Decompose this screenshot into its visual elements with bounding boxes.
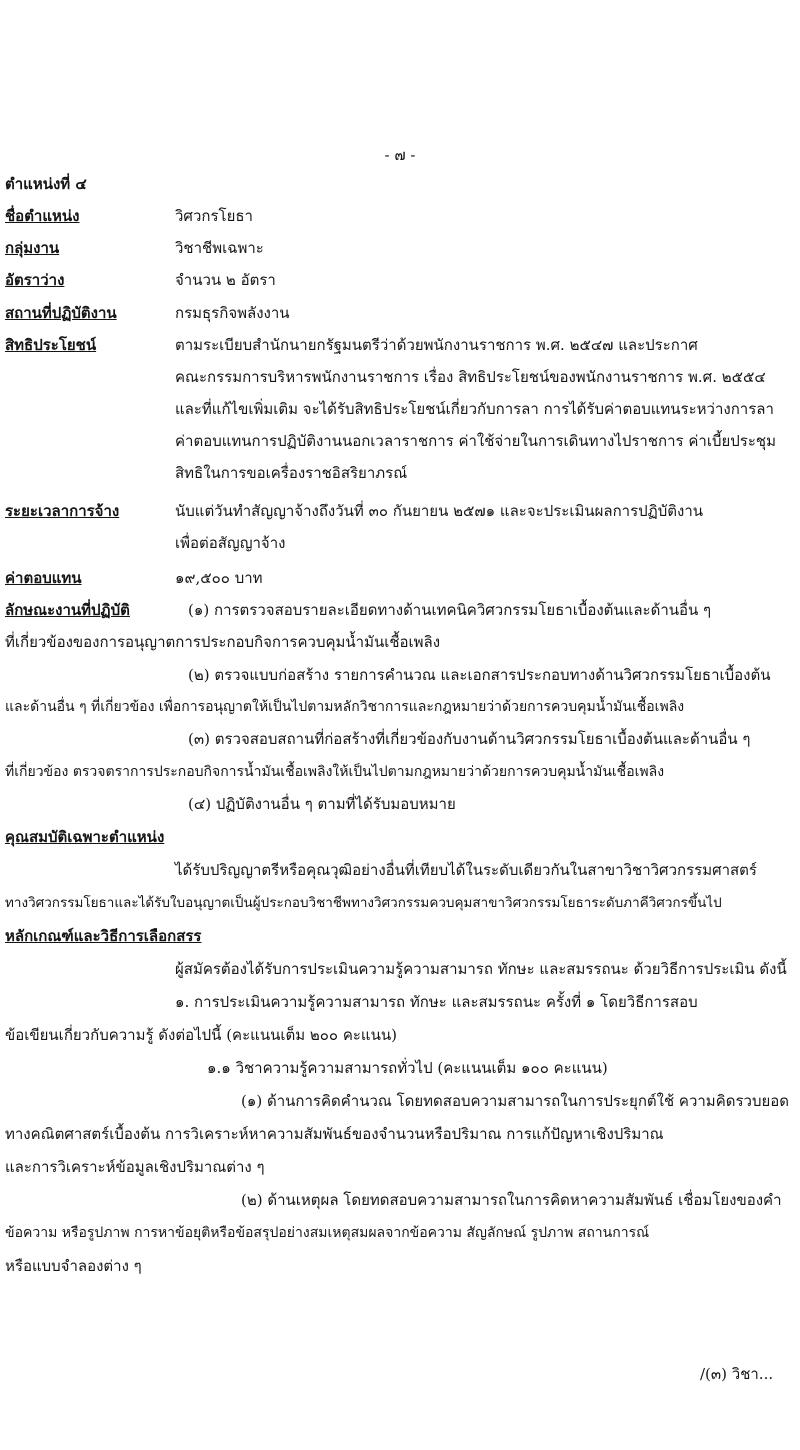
compensation-label: ค่าตอบแทน <box>5 569 82 587</box>
selection-line-3: ข้อเขียนเกี่ยวกับความรู้ ดังต่อไปนี้ (คะแนนเต็ม ๒๐๐ คะแนน) <box>5 1026 397 1044</box>
field-value-vacancies: จำนวน ๒ อัตรา <box>175 271 276 289</box>
qualifications-heading: คุณสมบัติเฉพาะตำแหน่ง <box>5 828 165 846</box>
duties-label: ลักษณะงานที่ปฏิบัติ <box>5 601 130 619</box>
position-heading: ตำแหน่งที่ ๔ <box>5 175 87 193</box>
field-value-workplace: กรมธุรกิจพลังงาน <box>175 304 290 322</box>
selection-line-9: ข้อความ หรือรูปภาพ การหาข้อยุติหรือข้อสรุปอย่างสมเหตุสมผลจากข้อความ สัญลักษณ์ รูปภาพ สถานการณ์ <box>5 1225 650 1241</box>
period-label: ระยะเวลาการจ้าง <box>5 502 120 520</box>
field-label-vacancies: อัตราว่าง <box>5 271 65 289</box>
benefits-line-4: ค่าตอบแทนการปฏิบัติงานนอกเวลาราชการ ค่าใช้จ่ายในการเดินทางไปราชการ ค่าเบี้ยประชุม <box>175 432 776 450</box>
field-value-group: วิชาชีพเฉพาะ <box>175 239 264 257</box>
selection-line-1: ผู้สมัครต้องได้รับการประเมินความรู้ความสามารถ ทักษะ และสมรรถนะ ด้วยวิธีการประเมิน ดังนี้ <box>175 960 787 978</box>
field-label-group: กลุ่มงาน <box>5 239 60 257</box>
field-value-title: วิศวกรโยธา <box>175 207 253 225</box>
benefits-line-5: สิทธิในการขอเครื่องราชอิสริยาภรณ์ <box>175 464 408 482</box>
field-label-title: ชื่อตำแหน่ง <box>5 207 80 225</box>
selection-line-4: ๑.๑ วิชาความรู้ความสามารถทั่วไป (คะแนนเต็ม ๑๐๐ คะแนน) <box>207 1059 608 1077</box>
page-number: - ๗ - <box>384 146 416 164</box>
benefits-line-1: ตามระเบียบสำนักนายกรัฐมนตรีว่าด้วยพนักงานราชการ พ.ศ. ๒๕๔๗ และประกาศ <box>175 336 698 354</box>
selection-line-10: หรือแบบจำลองต่าง ๆ <box>5 1257 142 1275</box>
benefits-line-2: คณะกรรมการบริหารพนักงานราชการ เรื่อง สิทธิประโยชน์ของพนักงานราชการ พ.ศ. ๒๕๕๔ <box>175 368 766 386</box>
duty-2-line-2: และด้านอื่น ๆ ที่เกี่ยวข้อง เพื่อการอนุญาตให้เป็นไปตามหลักวิชาการและกฎหมายว่าด้วยการควบคุมน้ำมันเชื้อเพลิง <box>5 699 685 715</box>
period-line-2: เพื่อต่อสัญญาจ้าง <box>175 534 286 552</box>
duty-4-line-1: (๔) ปฏิบัติงานอื่น ๆ ตามที่ได้รับมอบหมาย <box>188 795 456 813</box>
compensation-value: ๑๙,๕๐๐ บาท <box>175 569 263 587</box>
duty-3-line-2: ที่เกี่ยวข้อง ตรวจตราการประกอบกิจการน้ำมันเชื้อเพลิงให้เป็นไปตามกฎหมายว่าด้วยการควบคุมน้ำมันเชื้อเพลิง <box>5 764 665 780</box>
selection-line-2: ๑. การประเมินความรู้ความสามารถ ทักษะ และสมรรถนะ ครั้งที่ ๑ โดยวิธีการสอบ <box>175 993 698 1011</box>
continuation-note: /(๓) วิชา... <box>700 1365 774 1383</box>
duty-2-line-1: (๒) ตรวจแบบก่อสร้าง รายการคำนวณ และเอกสารประกอบทางด้านวิศวกรรมโยธาเบื้องต้น <box>188 666 771 684</box>
duty-3-line-1: (๓) ตรวจสอบสถานที่ก่อสร้างที่เกี่ยวข้องกับงานด้านวิศวกรรมโยธาเบื้องต้นและด้านอื่น ๆ <box>188 730 751 748</box>
selection-line-8: (๒) ด้านเหตุผล โดยทดสอบความสามารถในการคิดหาความสัมพันธ์ เชื่อมโยงของคำ <box>241 1191 782 1209</box>
benefits-label: สิทธิประโยชน์ <box>5 336 97 354</box>
field-label-workplace: สถานที่ปฏิบัติงาน <box>5 304 117 322</box>
selection-line-7: และการวิเคราะห์ข้อมูลเชิงปริมาณต่าง ๆ <box>5 1158 265 1176</box>
selection-line-5: (๑) ด้านการคิดคำนวณ โดยทดสอบความสามารถในการประยุกต์ใช้ ความคิดรวบยอด <box>241 1092 790 1110</box>
benefits-line-3: และที่แก้ไขเพิ่มเติม จะได้รับสิทธิประโยชน์เกี่ยวกับการลา การได้รับค่าตอบแทนระหว่างการลา <box>175 400 774 418</box>
qualifications-line-1: ได้รับปริญญาตรีหรือคุณวุฒิอย่างอื่นที่เทียบได้ในระดับเดียวกันในสาขาวิชาวิศวกรรมศาสตร์ <box>175 861 757 879</box>
selection-heading: หลักเกณฑ์และวิธีการเลือกสรร <box>5 927 202 945</box>
duty-1-line-1: (๑) การตรวจสอบรายละเอียดทางด้านเทคนิควิศวกรรมโยธาเบื้องต้นและด้านอื่น ๆ <box>188 601 712 619</box>
selection-line-6: ทางคณิตศาสตร์เบื้องต้น การวิเคราะห์หาความสัมพันธ์ของจำนวนหรือปริมาณ การแก้ปัญหาเชิงปริมาณ <box>5 1125 664 1143</box>
qualifications-line-2: ทางวิศวกรรมโยธาและได้รับใบอนุญาตเป็นผู้ประกอบวิชาชีพทางวิศวกรรมควบคุมสาขาวิศวกรรมโยธาระดับภาคีวิศวกรขึ้นไป <box>5 895 722 911</box>
period-line-1: นับแต่วันทำสัญญาจ้างถึงวันที่ ๓๐ กันยายน ๒๕๗๑ และจะประเมินผลการปฏิบัติงาน <box>175 502 703 520</box>
duty-1-line-2: ที่เกี่ยวข้องของการอนุญาตการประกอบกิจการควบคุมน้ำมันเชื้อเพลิง <box>5 633 441 651</box>
